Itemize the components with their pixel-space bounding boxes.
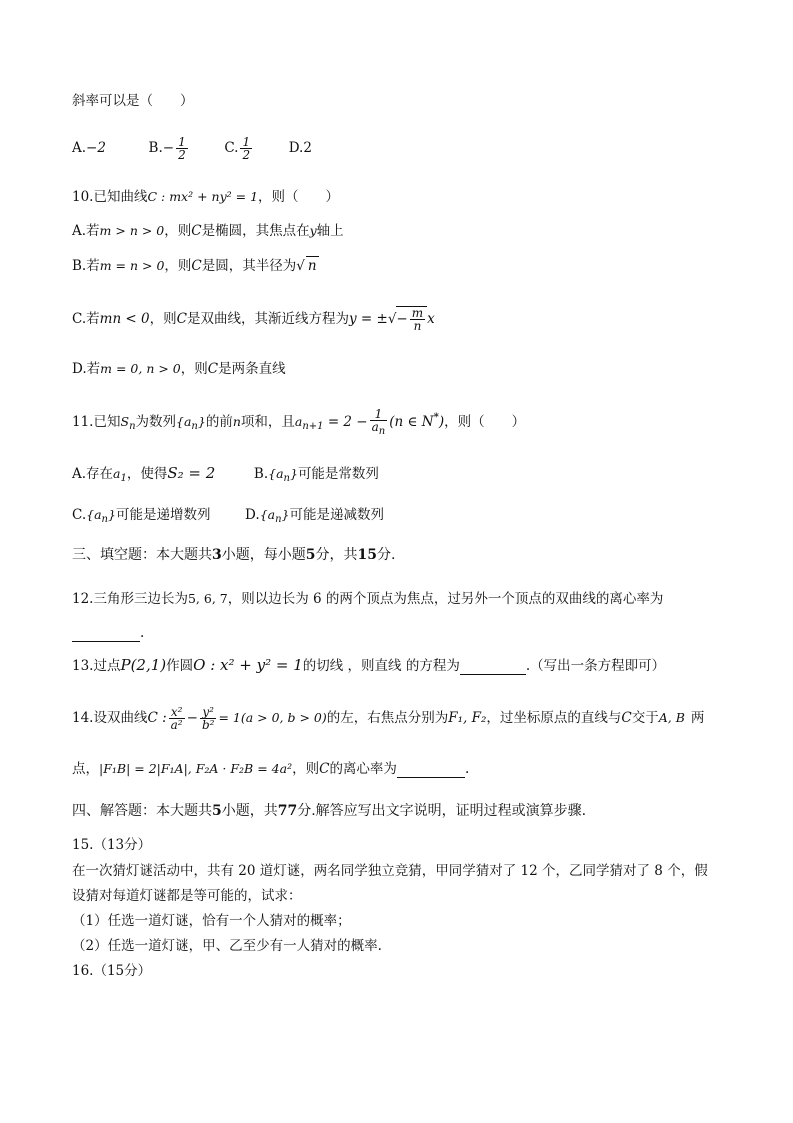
q14-y-fraction: $\frac{\text{y²}}{\text{b²}}$ [201, 705, 215, 732]
q15-line1: 在一次猜灯谜活动中，共有 20 道灯谜，两名同学独立竞猜，甲同学猜对了 12 个，乙同学猜对了 8 个，假 [72, 863, 708, 879]
q13-stem: 13.过点P(2,1)作圆O : x² + y² = 1的切线 ，则直线 的方程为 .（写出一条方程即可） [72, 656, 666, 674]
q9-option-a-value: −2 [86, 140, 106, 156]
q10-prefix: 10.已知曲线 [72, 189, 148, 205]
q12-stem: 12.三角形三边长为5, 6, 7，则以边长为 6 的两个顶点为焦点，过另外一个顶点的双曲线的离心率为 [72, 591, 664, 607]
section-3-heading: 三、填空题：本大题共3小题，每小题5分，共15分. [72, 547, 396, 563]
q10-stem [72, 188, 339, 206]
q9-stem-tail: 斜率可以是（ ） [72, 93, 194, 109]
q14-x-fraction: $\frac{\text{x²}}{\text{a²}}$ [170, 705, 183, 732]
q11-options-row2: $C.\{a_n\}$可能是递增数列 $D.\{a_n\}$可能是递减数列 [72, 507, 384, 525]
q9-option-d-label: D. [288, 140, 304, 156]
q9-option-b-label: B. [148, 140, 163, 156]
q9-option-b-minus: − [162, 140, 175, 156]
q10-option-c: C.若mn < 0，则C是双曲线，其渐近线方程为y = ±√− $\frac{m}{n}$ x [72, 306, 435, 333]
q11-recurrence-fraction: $\frac{1}{a_n}$ [371, 407, 386, 437]
q14-stem-line2: 点，|F₁B| = 2|F₁A|, F₂A · F₂B = 4a²，则C的离心率为 . [72, 761, 470, 777]
q9-option-c-label: C. [224, 140, 239, 156]
q10-curve: C : mx² + ny² = 1 [147, 189, 259, 204]
q10-option-d: D.若m = 0, n > 0，则C是两条直线 [72, 361, 286, 377]
q15-part2: （2）任选一道灯谜，甲、乙至少有一人猜对的概率. [72, 938, 382, 954]
q9-options [72, 136, 312, 161]
q11-stem: 11.已知$S_n$为数列$\{a_n\}$的前n项和，且$a_{n+1} = 2$ − $\frac{1}{a_n}$ (n ∈ N*)，则（ ） [72, 407, 526, 437]
q10-option-b: B.若m = n > 0，则C是圆，其半径为√ n [72, 258, 317, 274]
q11-options-row1: A.存在$a_1$，使得S₂ = 2 $B.\{a_n\}$可能是常数列 [72, 464, 379, 484]
q12-answer: . [72, 624, 144, 642]
q10-asymptote-fraction: $\frac{m}{n}$ [411, 306, 424, 333]
q16-head: 16.（15分） [72, 963, 152, 979]
q10-radius-sqrt: n [307, 258, 317, 274]
q9-option-d-value: 2 [303, 140, 312, 156]
q15-head: 15.（13分） [72, 837, 152, 853]
q15-line2: 设猜对每道灯谜都是等可能的，试求： [72, 888, 302, 904]
q14-answer-blank[interactable] [397, 777, 465, 778]
q14-condition: |F₁B| = 2|F₁A|, F₂A · F₂B = 4a² [99, 761, 293, 776]
q9-option-b-fraction: $\frac{1}{2}$ [178, 135, 186, 162]
q9-option-a-label: A. [72, 140, 87, 156]
q12-answer-blank[interactable] [72, 641, 140, 642]
q13-answer-blank[interactable] [460, 674, 526, 675]
q14-stem-line1: 14.设双曲线C : $\frac{\text{x²}}{\text{a²}}$ − $\frac{\text{y²}}{\text{b²}}$ = 1(a > 0, b > 0)的左，右焦点分别为F₁, F₂，过坐标原点的直线与C交于A, B 两 [72, 705, 705, 732]
q10-suffix: ，则（ ） [258, 189, 340, 205]
q9-option-c-fraction: $\frac{1}{2}$ [242, 135, 251, 162]
q15-part1: （1）任选一道灯谜，恰有一个人猜对的概率； [72, 913, 351, 929]
section-4-heading: 四、解答题：本大题共5小题，共77分.解答应写出文字说明，证明过程或演算步骤. [72, 803, 587, 819]
q10-option-a: A.若m > n > 0，则C是椭圆，其焦点在y轴上 [72, 223, 344, 239]
